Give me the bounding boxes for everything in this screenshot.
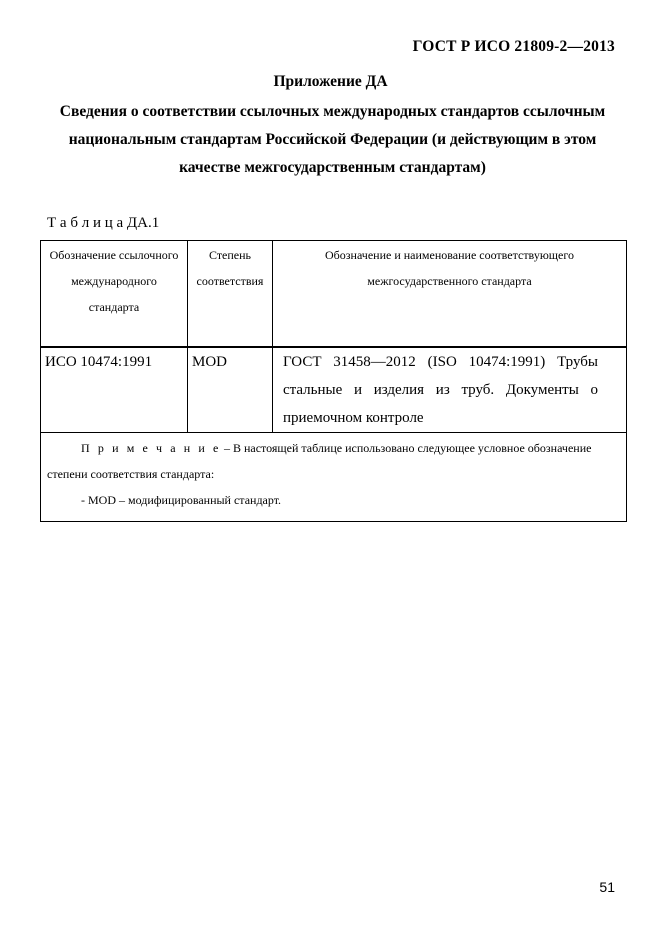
page-number: 51 — [599, 879, 615, 895]
note-text: – В настоящей таблице использовано следующее условное обозначение степени соответствия стандарта: — [47, 441, 592, 481]
cell-degree: MOD — [188, 347, 273, 433]
header-national-standard: Обозначение и наименование соответствующего межгосударственного стандарта — [273, 241, 627, 348]
cell-intl-standard: ИСО 10474:1991 — [41, 347, 188, 433]
header-intl-standard: Обозначение ссылочного международного стандарта — [41, 241, 188, 348]
appendix-heading: Сведения о соответствии ссылочных международных стандартов ссылочным национальным стандартам Российской Федерации (и действующим в этом качестве межгосударственным стандартам) — [59, 103, 606, 176]
document-code: ГОСТ Р ИСО 21809-2—2013 — [412, 38, 615, 55]
table-row — [41, 347, 627, 433]
table-header-row — [41, 241, 627, 348]
table-note-row — [41, 433, 627, 522]
note-item: - MOD – модифицированный стандарт. — [81, 493, 282, 507]
cell-national-standard: ГОСТ 31458—2012 (ISO 10474:1991) Трубы стальные и изделия из труб. Документы о приемочном контроле — [273, 347, 627, 433]
note-label: П р и м е ч а н и е — [81, 441, 221, 455]
appendix-title: Приложение ДА — [273, 73, 388, 90]
header-degree: Степень соответствия — [188, 241, 273, 348]
table-note — [41, 433, 627, 522]
table-label: Т а б л и ц а ДА.1 — [47, 215, 160, 231]
standards-table — [40, 240, 627, 522]
